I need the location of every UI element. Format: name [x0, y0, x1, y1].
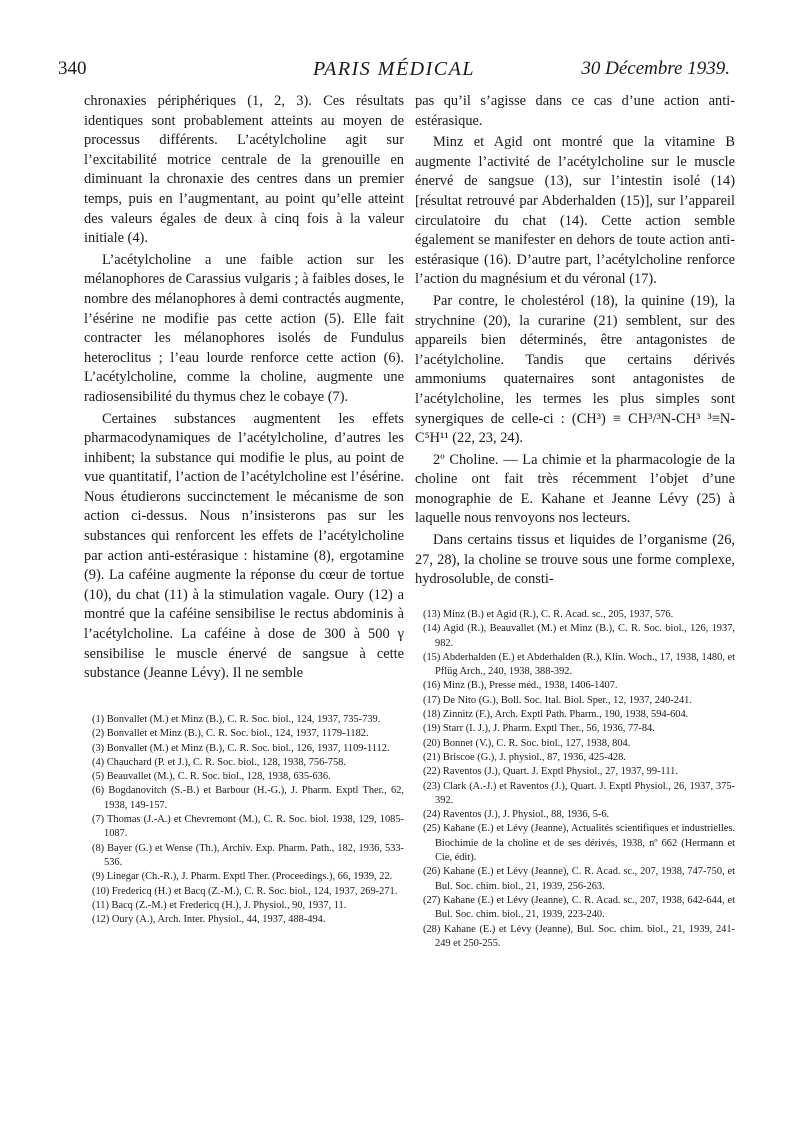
footnote: (27) Kahane (E.) et Lévy (Jeanne), C. R. Acad. sc., 207, 1938, 642-644, et Bul. Soc. chim. biol., 21, 1939, 223-240.	[423, 894, 735, 921]
footnote: (5) Beauvallet (M.), C. R. Soc. biol., 128, 1938, 635-636.	[92, 771, 331, 783]
footnote: (3) Bonvallet (M.) et Minz (B.), C. R. Soc. biol., 126, 1937, 1109-1112.	[92, 742, 390, 754]
footnote: (6) Bogdanovitch (S.-B.) et Barbour (H.-G.), J. Pharm. Exptl Ther., 62, 1938, 149-157.	[92, 785, 404, 811]
footnote: (1) Bonvallet (M.) et Minz (B.), C. R. Soc. biol., 124, 1937, 735-739.	[92, 714, 381, 725]
footnote: (7) Thomas (J.-A.) et Chevremont (M.), C. R. Soc. biol. 1938, 129, 1085-1087.	[92, 814, 404, 840]
footnote: (8) Bayer (G.) et Wense (Th.), Archiv. Exp. Pharm. Path., 182, 1936, 533-536.	[92, 842, 404, 868]
footnotes-right	[423, 608, 735, 951]
footnote: (24) Raventos (J.), J. Physiol., 88, 1936, 5-6.	[423, 809, 610, 821]
paragraph: chronaxies périphériques (1, 2, 3). Ces résultats identiques sont probablement atteints au moyen de processus différents. L’acétylcholine agit sur l’excitabilité motrice centrale de la grenouille en diminuant la chronaxie des centres dans un premier temps, puis en l’augmentant, au point qu’elle atteint des valeurs égales de deux à cinq fois à la valeur initiale (4).	[84, 93, 404, 247]
issue-date: 30 Décembre 1939.	[581, 58, 730, 79]
footnote: (13) Minz (B.) et Agid (R.), C. R. Acad. sc., 205, 1937, 576.	[423, 609, 674, 620]
footnote: (20) Bonnet (V.), C. R. Soc. biol., 127, 1938, 804.	[423, 737, 631, 749]
footnotes-left	[92, 713, 404, 927]
page-number: 340	[58, 58, 87, 79]
paragraph: Minz et Agid ont montré que la vitamine B augmente l’activité de l’acétylcholine sur le muscle énervé de sangsue (13), sur l’intestin isolé (14) [résultat retrouvé par Abderhalden (15)], sur l’appareil circulatoire du chat (14). Cette action semble également se manifester en dehors de toute action anti-estérasique (16). D’autre part, l’acétylcholine renforce l’action du magnésium et du véronal (17).	[415, 134, 735, 288]
footnote: (25) Kahane (E.) et Lévy (Jeanne), Actualités scientifiques et industrielles. Biochimie de la choline et de ses dérivés, 1938, nº 662 (Hermann et Cie, édit).	[423, 823, 735, 864]
footnote: (2) Bonvallet et Minz (B.), C. R. Soc. biol., 124, 1937, 1179-1182.	[92, 728, 369, 740]
journal-title: PARIS MÉDICAL	[313, 58, 475, 80]
left-column	[84, 92, 404, 684]
footnote: (12) Oury (A.), Arch. Inter. Physiol., 44, 1937, 488-494.	[92, 914, 326, 926]
footnote: (19) Starr (I. J.), J. Pharm. Exptl Ther., 56, 1936, 77-84.	[423, 723, 655, 735]
footnote: (28) Kahane (E.) et Lévy (Jeanne), Bul. Soc. chim. biol., 21, 1939, 241-249 et 250-255.	[423, 923, 735, 949]
footnote: (4) Chauchard (P. et J.), C. R. Soc. biol., 128, 1938, 756-758.	[92, 756, 346, 768]
choline-section-paragraph: 2º Choline. — La chimie et la pharmacologie de la choline ont fait très récemment l’objet d’une monographie de E. Kahane et Jeanne Lévy (25) à laquelle nous renvoyons nos lecteurs.	[415, 451, 735, 527]
paragraph: L’acétylcholine a une faible action sur les mélanophores de Carassius vulgaris ; à faibles doses, le nombre des mélanophores à demi contractés augmente, l’ésérine ne modifie pas cette action (5). Elle fait contracter les mélanophores isolés de Fundulus heteroclitus ; l’eau lourde renforce cette action (6). L’acétylcholine, comme la choline, augmente une radiosensibilité du thymus chez le cobaye (7).	[84, 251, 404, 405]
footnote: (18) Zinnitz (F.), Arch. Exptl Path. Pharm., 190, 1938, 594-604.	[423, 709, 689, 721]
footnote: (15) Abderhalden (E.) et Abderhalden (R.), Klin. Woch., 17, 1938, 1480, et Pflüg Arch., 240, 1938, 388-392.	[423, 651, 735, 678]
footnote: (22) Raventos (J.), Quart. J. Exptl Physiol., 27, 1937, 99-111.	[423, 766, 678, 778]
right-column	[415, 92, 735, 590]
footnote: (9) Linegar (Ch.-R.), J. Pharm. Exptl Ther. (Proceedings.), 66, 1939, 22.	[92, 871, 393, 883]
footnote: (21) Briscoe (G.), J. physiol., 87, 1936, 425-428.	[423, 751, 626, 763]
footnote: (10) Fredericq (H.) et Bacq (Z.-M.), C. R. Soc. biol., 124, 1937, 269-271.	[92, 885, 398, 897]
footnote: (26) Kahane (E.) et Lévy (Jeanne), C. R. Acad. sc., 207, 1938, 747-750, et Bul. Soc. chim. biol., 21, 1939, 256-263.	[423, 866, 735, 892]
paragraph: Certaines substances augmentent les effets pharmacodynamiques de l’acétylcholine, d’autres les inhibent; la substance qui modifie le plus, au point de vue quantitatif, l’action de l’acétylcholine est l’ésérine. Nous étudierons succinctement le mécanisme de son action ci-dessus. Nous n’insisterons pas sur les substances qui renforcent les effets de l’acétylcholine par action anti-estérasique : histamine (8), ergotamine (9). La caféine augmente la réponse du cœur de tortue (10), du chat (11) à la stimulation vagale. Oury (12) a montré que la caféine sensibilise le rectus abdominis à l’acétylcholine. La caféine à dose de 300 à 500 γ sensibilise le muscle énervé de sangsue à cette substance (Jeanne Lévy). Il ne semble	[84, 410, 404, 682]
paragraph: Par contre, le cholestérol (18), la quinine (19), la strychnine (20), la curarine (21) semblent, sur des appareils bien déterminés, être antagonistes de l’acétylcholine. Tandis que certains dérivés ammoniums quaternaires sont antagonistes de l’acétylcholine, les termes les plus simples sont synergiques de celle-ci : (CH³) ≡ CH³/³N-CH³ ³≡N-C⁵H¹¹ (22, 23, 24).	[415, 292, 735, 447]
footnote: (16) Minz (B.), Presse méd., 1938, 1406-1407.	[423, 680, 618, 692]
paragraph: Dans certains tissus et liquides de l’organisme (26, 27, 28), la choline se trouve sous une forme complexe, hydrosoluble, de consti-	[415, 532, 735, 588]
footnote: (23) Clark (A.-J.) et Raventos (J.), Quart. J. Exptl Physiol., 26, 1937, 375-392.	[423, 780, 735, 806]
page-header	[58, 58, 730, 84]
footnote: (14) Agid (R.), Beauvallet (M.) et Minz (B.), C. R. Soc. biol., 126, 1937, 982.	[423, 623, 735, 649]
footnote: (17) De Nito (G.), Boll. Soc. Ital. Biol. Sper., 12, 1937, 240-241.	[423, 694, 692, 706]
footnote: (11) Bacq (Z.-M.) et Fredericq (H.), J. Physiol., 90, 1937, 11.	[92, 899, 347, 911]
paragraph: pas qu’il s’agisse dans ce cas d’une action anti-estérasique.	[415, 93, 735, 129]
